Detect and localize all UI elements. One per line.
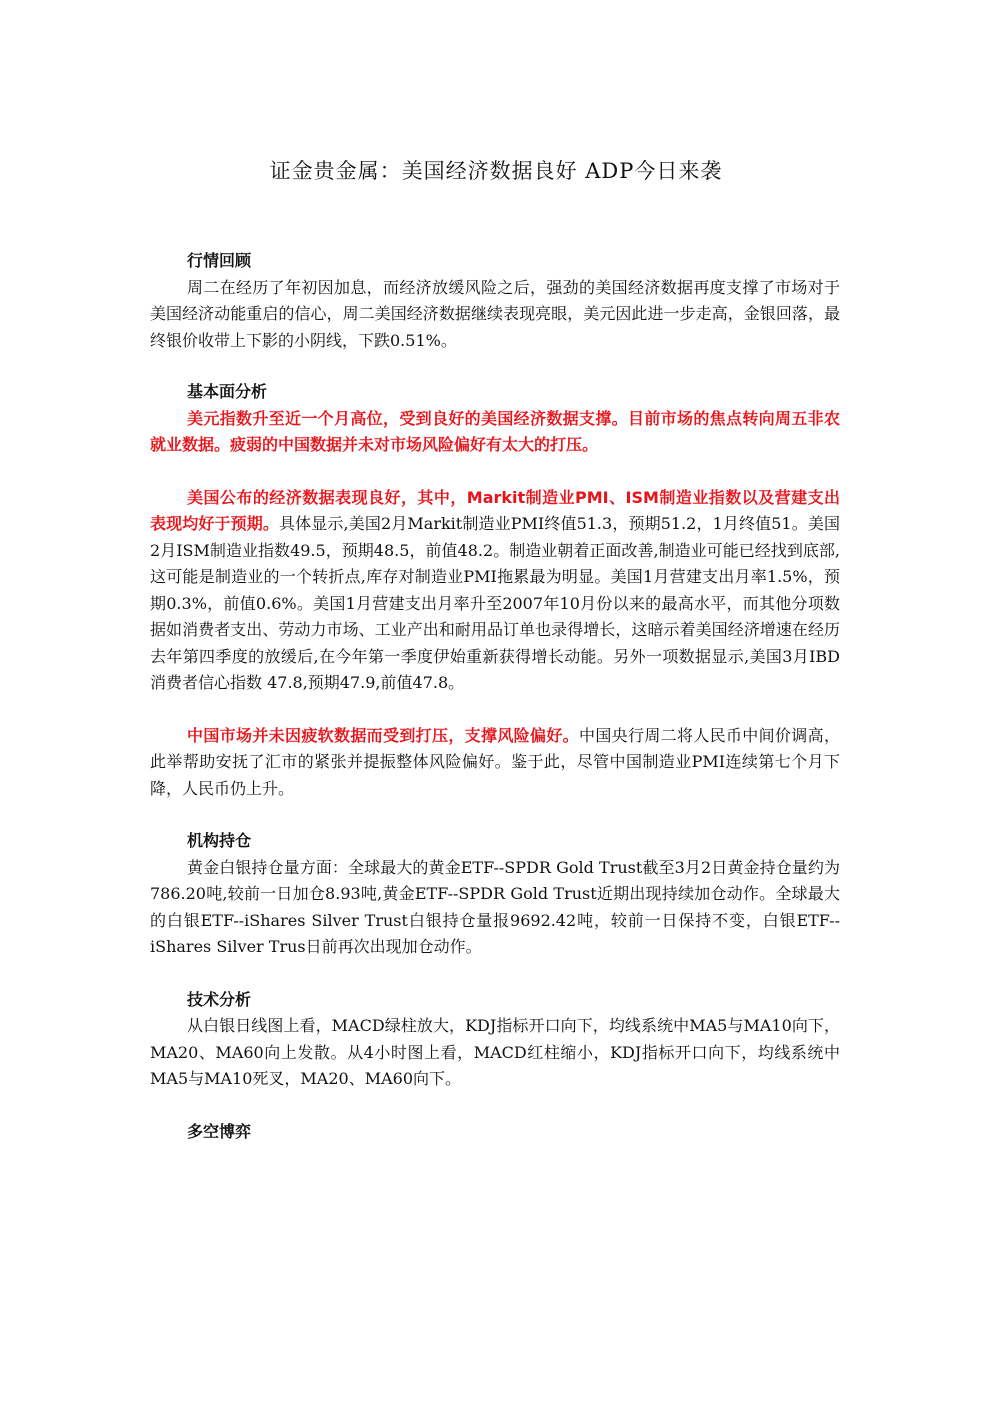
china-highlight: 中国市场并未因疲软数据而受到打压，支撑风险偏好。: [187, 725, 579, 745]
china-text: 中国央行周二将人民币中间价调高，此举帮助安抚了汇市的紧张并提振整体风险偏好。鉴于此，尽管中国制造业PMI连续第七个月下降，人民币仍上升。: [150, 725, 840, 798]
fundamental-highlight-paragraph: 美元指数升至近一个月高位，受到良好的美国经济数据支撑。目前市场的焦点转向周五非农就业数据。疲弱的中国数据并未对市场风险偏好有太大的打压。: [150, 408, 840, 454]
positions-paragraph: 黄金白银持仓量方面：全球最大的黄金ETF--SPDR Gold Trust截至3月2日黄金持仓量约为786.20吨,较前一日加仓8.93吨,黄金ETF--SPDR Gold Trust近期出现持续加仓动作。全球最大的白银ETF--iShares Silver Trust白银持仓量报9692.42吨，较前一日保持不变，白银ETF--iShares Silver Trus日前再次出现加仓动作。: [150, 857, 840, 956]
technical-paragraph: 从白银日线图上看，MACD绿柱放大，KDJ指标开口向下，均线系统中MA5与MA10向下，MA20、MA60向上发散。从4小时图上看，MACD红柱缩小，KDJ指标开口向下，均线系统中MA5与MA10死叉，MA20、MA60向下。: [150, 1016, 840, 1088]
section-heading-technical: 技术分析: [187, 989, 252, 1009]
us-data-highlight: 美国公布的经济数据表现良好，其中，Markit制造业PMI、ISM制造业指数以及营建支出表现均好于预期。: [150, 487, 840, 533]
fundamental-us-data-paragraph: [150, 485, 840, 697]
spacer: [150, 459, 840, 485]
spacer: [150, 1093, 840, 1119]
section-heading-long-short: 多空博弈: [187, 1121, 252, 1141]
section-heading-market-review: 行情回顾: [187, 251, 252, 270]
us-data-text: 具体显示,美国2月Markit制造业PMI终值51.3，预期51.2，1月终值51。美国2月ISM制造业指数49.5，预期48.5，前值48.2。制造业朝着正面改善,制造业可能已经找到底部,这可能是制造业的一个转折点,库存对制造业PMI拖累最为明显。美国1月营建支出月率1.5%，预期0.3%，前值0.6%。美国1月营建支出月率升至2007年10月份以来的最高水平，而其他分项数据如消费者支出、劳动力市场、工业产出和耐用品订单也录得增长，这暗示着美国经济增速在经历去年第四季度的放缓后,在今年第一季度伊始重新获得增长动能。另外一项数据显示,美国3月IBD消费者信心指数 47.8,预期47.9,前值47.8。: [150, 514, 840, 692]
document-title: 证金贵金属：美国经济数据良好 ADP今日来袭: [269, 159, 723, 183]
fundamental-china-paragraph: [150, 723, 840, 803]
spacer: [150, 961, 840, 987]
spacer: [150, 354, 840, 379]
section-heading-fundamental: 基本面分析: [187, 382, 268, 401]
spacer: [150, 697, 840, 723]
market-review-paragraph: 周二在经历了年初因加息，而经济放缓风险之后，强劲的美国经济数据再度支撑了市场对于美国经济动能重启的信心，周二美国经济数据继续表现亮眼，美元因此进一步走高，金银回落，最终银价收带上下影的小阴线，下跌0.51%。: [150, 277, 840, 350]
document-body: [150, 248, 840, 1145]
section-heading-positions: 机构持仓: [187, 831, 252, 850]
spacer: [150, 802, 840, 828]
